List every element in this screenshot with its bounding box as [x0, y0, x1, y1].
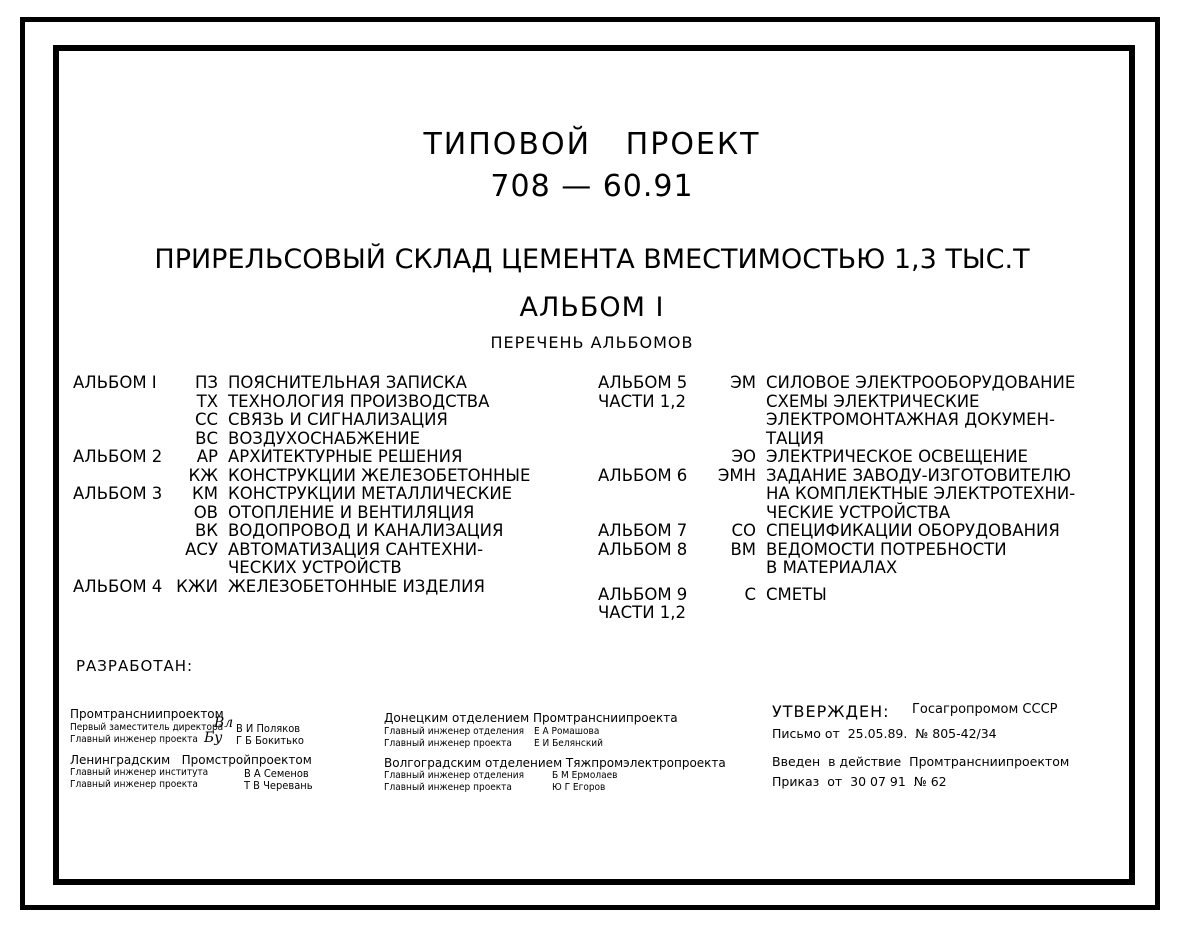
org2-name: Ленинградским Промстройпроектом: [70, 753, 312, 767]
list-text: СХЕМЫ ЭЛЕКТРИЧЕСКИЕ: [766, 391, 980, 411]
org3-name1: Е А Ромашова: [534, 726, 600, 737]
list-code: ЭМН: [717, 465, 756, 485]
org1-name1: В И Поляков: [236, 722, 301, 735]
list-text: КОНСТРУКЦИИ ЖЕЛЕЗОБЕТОННЫЕ: [228, 465, 531, 485]
list-code: ВК: [194, 521, 218, 540]
list-text: ЖЕЛЕЗОБЕТОННЫЕ ИЗДЕЛИЯ: [228, 576, 485, 596]
list-text: В МАТЕРИАЛАХ: [766, 558, 898, 577]
list-album: АЛЬБОМ 2: [73, 447, 163, 466]
list-text: АРХИТЕКТУРНЫЕ РЕШЕНИЯ: [228, 447, 463, 466]
list-code: ЭО: [731, 447, 756, 466]
list-code: ЭМ: [730, 373, 756, 392]
list-album: ЧАСТИ 1,2: [598, 603, 687, 622]
org1-name: Промтрансниипроектом: [70, 707, 224, 721]
org2-name1: В А Семенов: [244, 767, 309, 780]
list-code: ОВ: [193, 502, 218, 522]
list-album: АЛЬБОМ 4: [73, 576, 163, 596]
list-text: КОНСТРУКЦИИ МЕТАЛЛИЧЕСКИЕ: [228, 484, 513, 503]
list-code: АР: [196, 447, 218, 466]
list-text: АВТОМАТИЗАЦИЯ САНТЕХНИ-: [228, 539, 484, 559]
list-code: ВМ: [730, 539, 756, 559]
list-code: КЖ: [188, 465, 218, 485]
developed-label: РАЗРАБОТАН:: [76, 657, 194, 675]
list-album: АЛЬБОМ 3: [73, 484, 163, 503]
list-text: ЭЛЕКТРИЧЕСКОЕ ОСВЕЩЕНИЕ: [766, 447, 1028, 466]
org2-role1: Главный инженер института: [70, 767, 209, 778]
list-album: ЧАСТИ 1,2: [598, 391, 687, 411]
org1-role1: Первый заместитель директора: [70, 722, 224, 733]
approved-label: УТВЕРЖДЕН:: [772, 702, 890, 721]
list-text: СПЕЦИФИКАЦИИ ОБОРУДОВАНИЯ: [766, 521, 1060, 540]
org4-name: Волгоградским отделением Тяжпромэлектропроекта: [384, 756, 726, 770]
list-code: КМ: [192, 484, 218, 503]
list-text: ЭЛЕКТРОМОНТАЖНАЯ ДОКУМЕН-: [766, 410, 1055, 429]
list-code: С: [744, 584, 756, 604]
org1-name2: Г Б Бокитько: [236, 734, 304, 747]
list-code: СС: [194, 410, 218, 429]
project-number: 708 — 60.91: [490, 169, 694, 204]
list-text: СИЛОВОЕ ЭЛЕКТРООБОРУДОВАНИЕ: [766, 373, 1076, 392]
org3-role2: Главный инженер проекта: [384, 738, 512, 749]
approved-by: Госагропромом СССР: [912, 702, 1058, 717]
org2-name2: Т В Черевань: [244, 779, 313, 792]
list-text: ТАЦИЯ: [766, 428, 824, 448]
list-text: ВОДОПРОВОД И КАНАЛИЗАЦИЯ: [228, 521, 504, 540]
list-album: АЛЬБОМ 6: [598, 465, 688, 485]
list-album: АЛЬБОМ 8: [598, 539, 688, 559]
org4-role1: Главный инженер отделения: [384, 770, 525, 781]
org1-role2: Главный инженер проекта: [70, 734, 198, 745]
list-text: ПОЯСНИТЕЛЬНАЯ ЗАПИСКА: [228, 373, 467, 392]
list-text: СМЕТЫ: [766, 584, 827, 604]
list-code: ПЗ: [195, 373, 218, 392]
list-text: ТЕХНОЛОГИЯ ПРОИЗВОДСТВА: [228, 391, 490, 411]
signature-icon: Бу: [204, 730, 223, 746]
list-code: СО: [731, 521, 756, 540]
org4-name1: Б М Ермолаев: [552, 770, 618, 781]
list-text: ЧЕСКИХ УСТРОЙСТВ: [228, 558, 402, 577]
signature-icon: Вл: [214, 715, 234, 731]
list-code: ТХ: [196, 391, 218, 411]
list-album: АЛЬБОМ I: [73, 373, 157, 392]
introduced-by: Введен в действие Промтрансниипроектом: [772, 754, 1070, 769]
list-text: СВЯЗЬ И СИГНАЛИЗАЦИЯ: [228, 410, 448, 429]
album-title: АЛЬБОМ I: [519, 292, 665, 323]
project-type-title: ТИПОВОЙ ПРОЕКТ: [423, 127, 761, 162]
list-album: АЛЬБОМ 7: [598, 521, 688, 540]
org4-role2: Главный инженер проекта: [384, 782, 512, 793]
list-album: АЛЬБОМ 9: [598, 584, 688, 604]
list-code: КЖИ: [176, 576, 218, 596]
list-text: ЗАДАНИЕ ЗАВОДУ-ИЗГОТОВИТЕЛЮ: [766, 465, 1071, 485]
list-text: ВОЗДУХОСНАБЖЕНИЕ: [228, 428, 421, 448]
list-code: ВС: [195, 428, 218, 448]
org3-role1: Главный инженер отделения: [384, 726, 525, 737]
order-number: Приказ от 30 07 91 № 62: [772, 774, 947, 789]
list-album: АЛЬБОМ 5: [598, 373, 688, 392]
org2-role2: Главный инженер проекта: [70, 779, 198, 790]
org4-name2: Ю Г Егоров: [552, 782, 606, 793]
list-text: ВЕДОМОСТИ ПОТРЕБНОСТИ: [766, 539, 1007, 559]
project-name: ПРИРЕЛЬСОВЫЙ СКЛАД ЦЕМЕНТА ВМЕСТИМОСТЬЮ 1,3 ТЫС.Т: [154, 244, 1030, 275]
list-text: ЧЕСКИЕ УСТРОЙСТВА: [766, 502, 951, 522]
org3-name2: Е И Белянский: [534, 738, 603, 749]
list-code: АСУ: [185, 539, 218, 559]
albums-list-heading: ПЕРЕЧЕНЬ АЛЬБОМОВ: [490, 333, 694, 352]
approval-letter: Письмо от 25.05.89. № 805-42/34: [772, 726, 997, 741]
list-text: НА КОМПЛЕКТНЫЕ ЭЛЕКТРОТЕХНИ-: [766, 484, 1076, 503]
org3-name: Донецким отделением Промтрансниипроекта: [384, 711, 678, 725]
list-text: ОТОПЛЕНИЕ И ВЕНТИЛЯЦИЯ: [228, 502, 475, 522]
